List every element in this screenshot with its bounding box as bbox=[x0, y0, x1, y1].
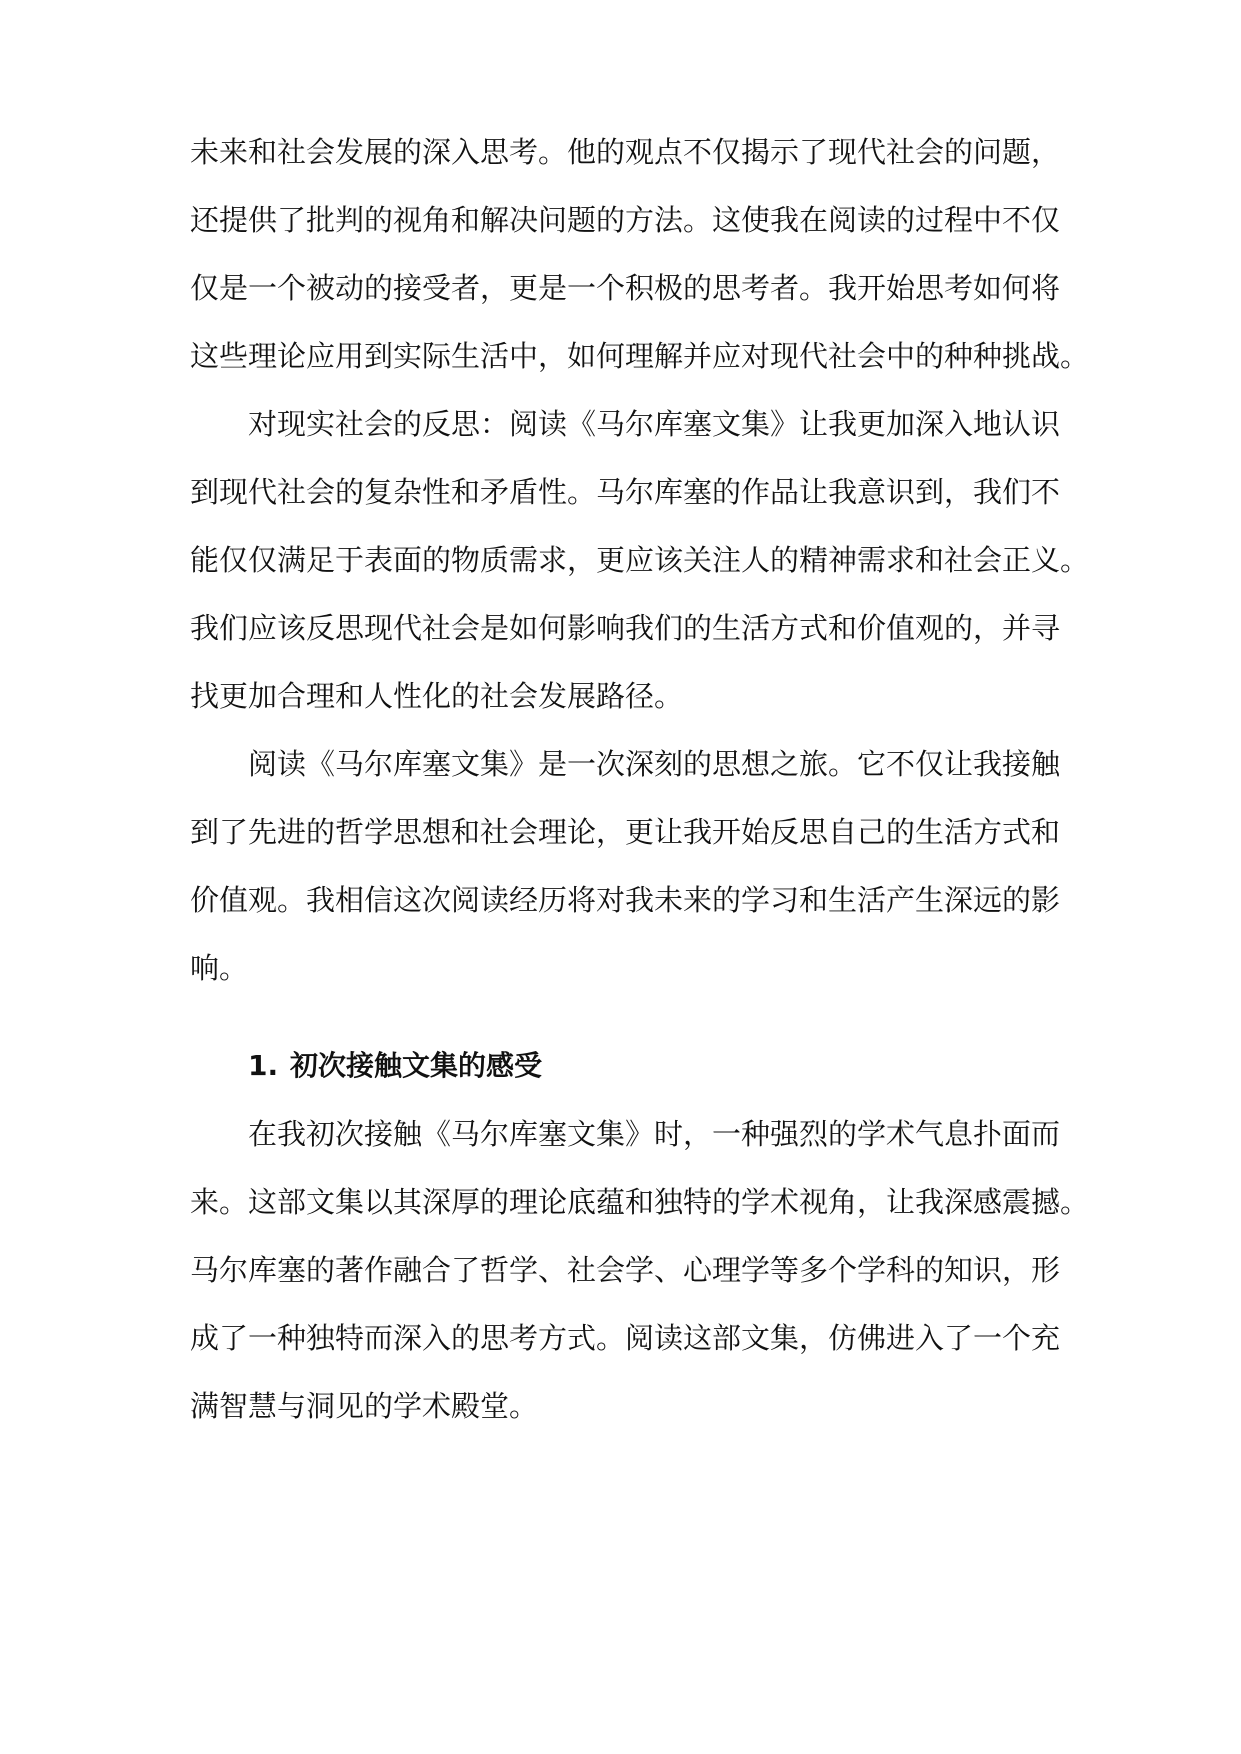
paragraph-line: 价值观。我相信这次阅读经历将对我未来的学习和生活产生深远的影 bbox=[190, 883, 1061, 917]
paragraph-line: 在我初次接触《马尔库塞文集》时，一种强烈的学术气息扑面而 bbox=[248, 1117, 1061, 1151]
paragraph-line: 未来和社会发展的深入思考。他的观点不仅揭示了现代社会的问题， bbox=[190, 135, 1061, 169]
section-heading bbox=[248, 1041, 542, 1091]
paragraph-line: 阅读《马尔库塞文集》是一次深刻的思想之旅。它不仅让我接触 bbox=[248, 747, 1061, 781]
paragraph-line: 到现代社会的复杂性和矛盾性。马尔库塞的作品让我意识到，我们不 bbox=[190, 475, 1061, 509]
paragraph-line: 来。这部文集以其深厚的理论底蕴和独特的学术视角，让我深感震撼。 bbox=[190, 1185, 1090, 1219]
paragraph-line: 到了先进的哲学思想和社会理论，更让我开始反思自己的生活方式和 bbox=[190, 815, 1061, 849]
paragraph-line: 我们应该反思现代社会是如何影响我们的生活方式和价值观的，并寻 bbox=[190, 611, 1061, 645]
paragraph-line: 响。 bbox=[190, 951, 249, 985]
section-title: 初次接触文集的感受 bbox=[290, 1049, 543, 1082]
paragraph-line: 马尔库塞的著作融合了哲学、社会学、心理学等多个学科的知识，形 bbox=[190, 1253, 1061, 1287]
paragraph-line: 满智慧与洞见的学术殿堂。 bbox=[190, 1389, 539, 1423]
paragraph-line: 还提供了批判的视角和解决问题的方法。这使我在阅读的过程中不仅 bbox=[190, 203, 1061, 237]
paragraph-line: 成了一种独特而深入的思考方式。阅读这部文集，仿佛进入了一个充 bbox=[190, 1321, 1061, 1355]
section-number: 1. bbox=[248, 1049, 279, 1082]
paragraph-line: 对现实社会的反思：阅读《马尔库塞文集》让我更加深入地认识 bbox=[248, 407, 1061, 441]
paragraph-line: 找更加合理和人性化的社会发展路径。 bbox=[190, 679, 684, 713]
paragraph-line: 仅是一个被动的接受者，更是一个积极的思考者。我开始思考如何将 bbox=[190, 271, 1061, 305]
paragraph-line: 能仅仅满足于表面的物质需求，更应该关注人的精神需求和社会正义。 bbox=[190, 543, 1090, 577]
paragraph-line: 这些理论应用到实际生活中，如何理解并应对现代社会中的种种挑战。 bbox=[190, 339, 1090, 373]
